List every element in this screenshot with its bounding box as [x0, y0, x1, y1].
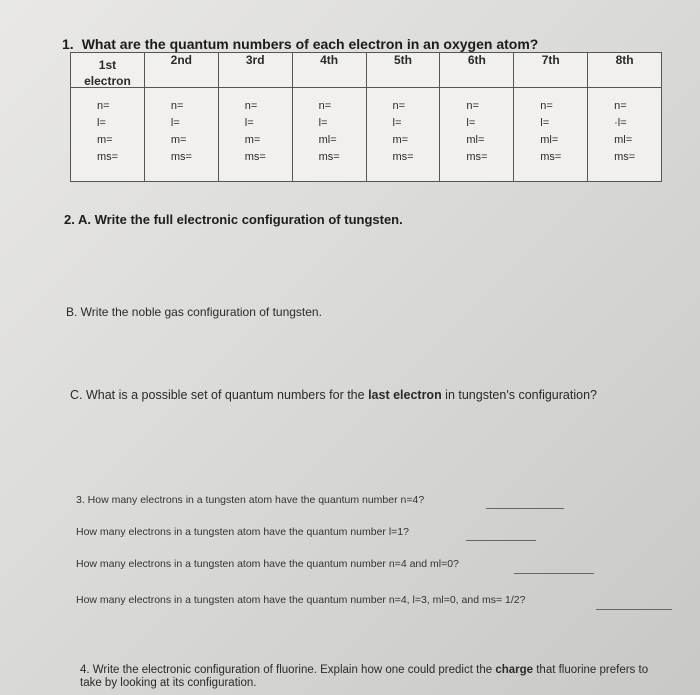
question-2b: B. Write the noble gas configuration of tungsten. — [66, 305, 322, 319]
electron-cell-2[interactable]: n= l= m= ms= — [144, 88, 218, 182]
header-cell-1: 1st electron — [71, 53, 145, 88]
question-1-title — [62, 36, 538, 52]
header-electron-label: electron — [84, 74, 131, 88]
question-1-text: What are the quantum numbers of each electron in an oxygen atom? — [81, 36, 539, 52]
question-3-line-4: How many electrons in a tungsten atom have the quantum number n=4, l=3, ml=0, and ms= 1/2? — [76, 594, 526, 606]
answer-blank-2[interactable] — [466, 540, 536, 541]
electron-cell-3[interactable]: n= l= m= ms= — [218, 88, 292, 182]
question-2a: 2. A. Write the full electronic configuration of tungsten. — [64, 212, 403, 227]
question-1-number: 1. — [62, 36, 74, 52]
electron-cell-5[interactable]: n= l= m= ms= — [366, 88, 440, 182]
answer-blank-4[interactable] — [596, 609, 672, 610]
quantum-numbers-table — [70, 52, 662, 182]
question-4: 4. Write the electronic configuration of fluorine. Explain how one could predict the charge that fluorine prefers to take by looking at its configuration. — [80, 664, 649, 689]
table-header-row — [71, 53, 662, 88]
header-cell-4: 4th — [292, 53, 366, 88]
header-cell-5: 5th — [366, 53, 440, 88]
table-row — [71, 88, 662, 182]
header-cell-2: 2nd — [144, 53, 218, 88]
question-3-line-1: 3. How many electrons in a tungsten atom have the quantum number n=4? — [76, 494, 425, 506]
electron-cell-1[interactable]: n= l= m= ms= — [71, 88, 145, 182]
electron-cell-7[interactable]: n= l= ml= ms= — [514, 88, 588, 182]
header-cell-3: 3rd — [218, 53, 292, 88]
answer-blank-1[interactable] — [486, 508, 564, 509]
answer-blank-3[interactable] — [514, 573, 594, 574]
header-cell-6: 6th — [440, 53, 514, 88]
header-cell-8: 8th — [588, 53, 662, 88]
electron-cell-6[interactable]: n= l= ml= ms= — [440, 88, 514, 182]
question-2c: C. What is a possible set of quantum numbers for the last electron in tungsten's configuration? — [70, 388, 597, 402]
header-cell-7: 7th — [514, 53, 588, 88]
electron-cell-8[interactable]: n= ·l= ml= ms= — [588, 88, 662, 182]
electron-cell-4[interactable]: n= l= ml= ms= — [292, 88, 366, 182]
question-3-line-3: How many electrons in a tungsten atom have the quantum number n=4 and ml=0? — [76, 558, 459, 570]
question-3-line-2: How many electrons in a tungsten atom have the quantum number l=1? — [76, 526, 409, 538]
